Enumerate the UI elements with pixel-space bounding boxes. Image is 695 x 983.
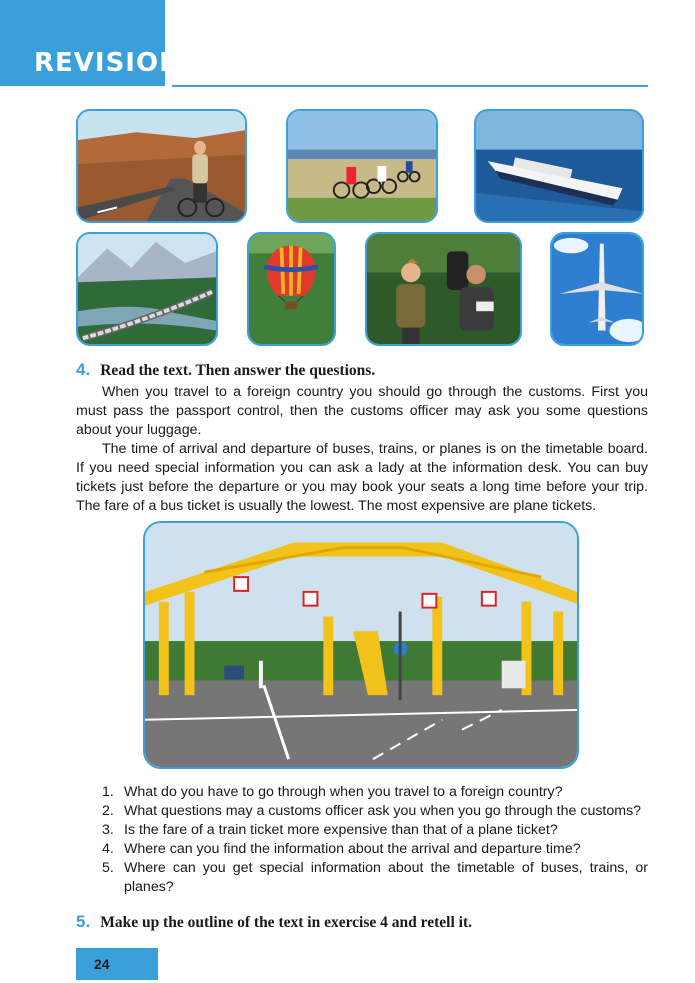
hikers-photo [365,232,522,346]
list-item [102,821,648,840]
question-number: 4. [102,841,114,857]
exercise-4-instruction: Read the text. Then answer the questions. [100,362,376,379]
list-item [102,802,648,821]
question-number: 1. [102,784,114,800]
question-number: 3. [102,822,114,838]
page-number-box [76,948,158,980]
section-tab [0,0,182,86]
airplane-photo [550,232,644,346]
exercise-5-number: 5. [76,912,91,931]
road-cyclist-photo [76,109,247,223]
cyclists-photo [286,109,438,223]
list-item [102,840,648,859]
question-text: Where can you find the information about the arrival and departure time? [124,841,581,857]
question-text: What questions may a customs officer ask you when you go through the customs? [124,803,642,819]
cruise-ship-photo [474,109,644,223]
question-number: 5. [102,860,114,876]
section-title: REVISION [34,48,182,78]
question-text: Where can you get special information about the timetable of buses, trains, or planes? [124,860,648,895]
exercise-4-heading [76,360,375,380]
exercise-4-number: 4. [76,360,91,379]
question-number: 2. [102,803,114,819]
list-item [102,859,648,897]
exercise-4-text [76,383,648,516]
question-text: Is the fare of a train ticket more expensive than that of a plane ticket? [124,822,558,838]
exercise-5-heading [76,912,472,932]
paragraph: When you travel to a foreign country you should go through the customs. First you must pass the passport control, then the customs officer may ask you some questions about your luggage. [76,384,648,438]
paragraph: The time of arrival and departure of buses, trains, or planes is on the timetable board. If you need special information you can ask a lady at the information desk. You can buy tickets just before the departure or you may book your seats a long time before your trip. The fare of a bus ticket is usually the lowest. The most expensive are plane tickets. [76,441,648,514]
exercise-5-instruction: Make up the outline of the text in exercise 4 and retell it. [100,914,472,931]
hot-air-balloon-photo [247,232,336,346]
mountain-train-photo [76,232,218,346]
list-item [102,783,648,802]
header-rule [172,85,648,87]
page-number: 24 [94,956,110,972]
customs-checkpoint-photo [143,521,579,769]
question-text: What do you have to go through when you travel to a foreign country? [124,784,563,800]
question-list [102,783,648,897]
